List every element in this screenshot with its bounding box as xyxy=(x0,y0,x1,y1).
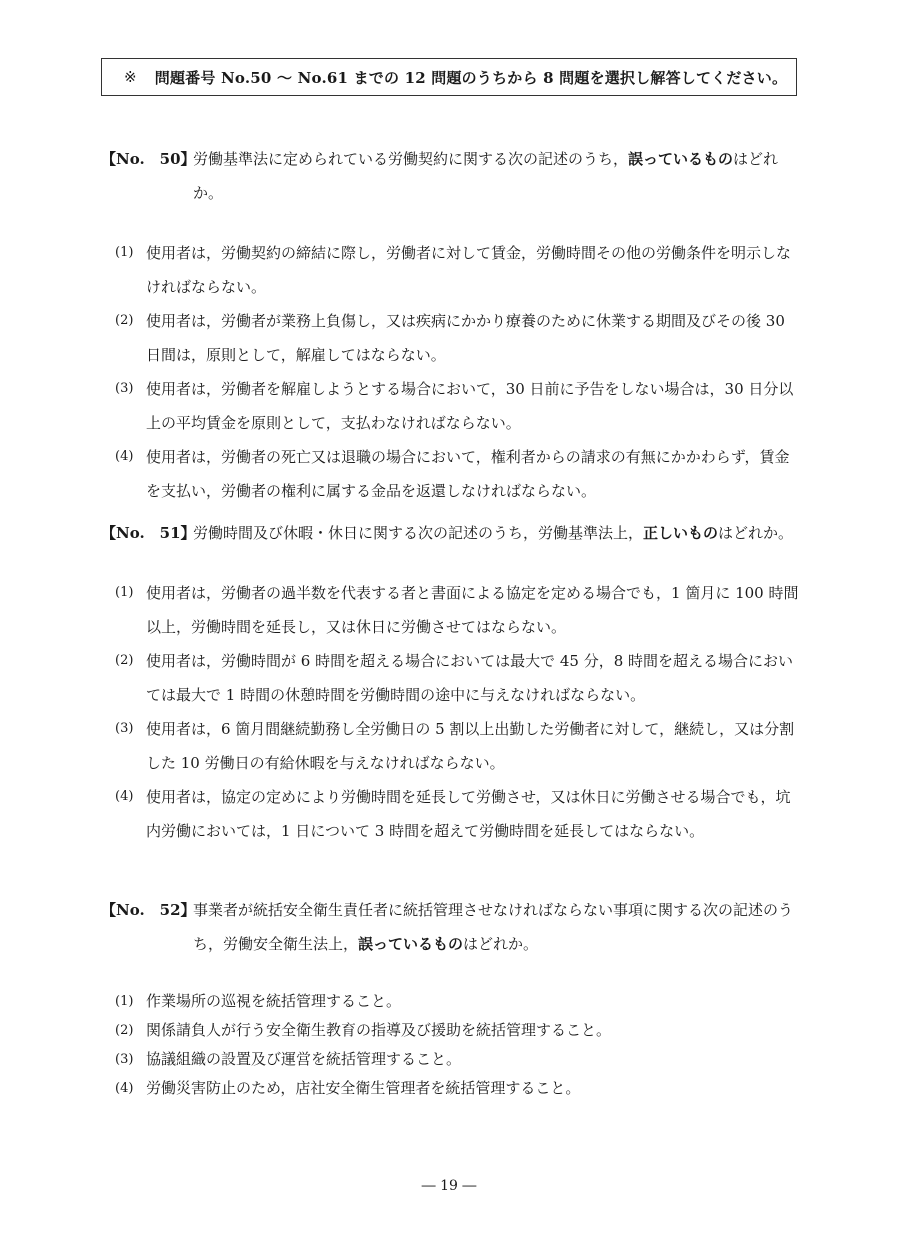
question-51 xyxy=(101,516,801,848)
option-number: (4) xyxy=(115,449,134,464)
option-text: 労働災害防止のため，店社安全衛生管理者を統括管理すること。 xyxy=(146,1079,581,1097)
question-number: 【No. 50】 xyxy=(101,150,196,168)
instruction-text: 問題番号 No.50 ～ No.61 までの 12 問題のうちから 8 問題を選択し解答してください。 xyxy=(154,68,788,87)
option-text: 使用者は，労働者の過半数を代表する者と書面による協定を定める場合でも，1 箇月に 100 時間以上，労働時間を延長し，又は休日に労働させてはならない。 xyxy=(146,584,799,636)
option-text: 使用者は，6 箇月間継続勤務し全労働日の 5 割以上出勤した労働者に対して，継続し，又は分割した 10 労働日の有給休暇を与えなければならない。 xyxy=(146,720,795,772)
option-text: 協議組織の設置及び運営を統括管理すること。 xyxy=(146,1050,462,1068)
option-4 xyxy=(101,1074,801,1103)
option-2 xyxy=(101,304,801,372)
question-50 xyxy=(101,142,801,508)
option-1 xyxy=(101,236,801,304)
question-52 xyxy=(101,893,801,1103)
option-number: (2) xyxy=(115,653,134,668)
option-number: (2) xyxy=(115,1023,134,1038)
question-number: 【No. 51】 xyxy=(101,524,196,542)
option-number: (4) xyxy=(115,1081,134,1096)
reference-mark: ※ xyxy=(124,68,137,86)
instruction-box xyxy=(101,58,797,96)
option-text: 使用者は，協定の定めにより労働時間を延長して労働させ，又は休日に労働させる場合でも，坑内労働においては，1 日について 3 時間を超えて労働時間を延長してはならない。 xyxy=(146,788,791,840)
option-text: 使用者は，労働者を解雇しようとする場合において，30 日前に予告をしない場合は，30 日分以上の平均賃金を原則として，支払わなければならない。 xyxy=(146,380,794,432)
option-number: (3) xyxy=(115,1052,134,1067)
option-3 xyxy=(101,372,801,440)
option-number: (1) xyxy=(115,585,134,600)
page-number: ― 19 ― xyxy=(421,1178,477,1194)
option-3 xyxy=(101,712,801,780)
option-number: (1) xyxy=(115,245,134,260)
emphasis: 誤っているもの xyxy=(628,150,734,168)
option-number: (3) xyxy=(115,381,134,396)
option-text: 使用者は，労働者の死亡又は退職の場合において，権利者からの請求の有無にかかわらず，賃金を支払い，労働者の権利に属する金品を返還しなければならない。 xyxy=(146,448,790,500)
emphasis: 正しいもの xyxy=(643,524,719,542)
question-stem: 労働基準法に定められている労働契約に関する次の記述のうち，誤っているものはどれか。 xyxy=(193,150,779,202)
question-number: 【No. 52】 xyxy=(101,901,196,919)
option-text: 使用者は，労働契約の締結に際し，労働者に対して賃金，労働時間その他の労働条件を明示しなければならない。 xyxy=(146,244,792,296)
option-text: 作業場所の巡視を統括管理すること。 xyxy=(146,992,402,1010)
option-2 xyxy=(101,644,801,712)
option-text: 関係請負人が行う安全衛生教育の指導及び援助を統括管理すること。 xyxy=(146,1021,612,1039)
emphasis: 誤っているもの xyxy=(358,935,464,953)
option-3 xyxy=(101,1045,801,1074)
option-text: 使用者は，労働者が業務上負傷し，又は疾病にかかり療養のために休業する期間及びその後 30 日間は，原則として，解雇してはならない。 xyxy=(146,312,785,364)
option-4 xyxy=(101,440,801,508)
option-number: (2) xyxy=(115,313,134,328)
question-stem: 事業者が統括安全衛生責任者に統括管理させなければならない事項に関する次の記述のうち，労働安全衛生法上，誤っているものはどれか。 xyxy=(193,901,794,953)
option-number: (1) xyxy=(115,994,134,1009)
option-1 xyxy=(101,987,801,1016)
option-1 xyxy=(101,576,801,644)
question-stem: 労働時間及び休暇・休日に関する次の記述のうち，労働基準法上，正しいものはどれか。 xyxy=(193,524,794,542)
option-number: (3) xyxy=(115,721,134,736)
option-number: (4) xyxy=(115,789,134,804)
option-4 xyxy=(101,780,801,848)
option-2 xyxy=(101,1016,801,1045)
option-text: 使用者は，労働時間が 6 時間を超える場合においては最大で 45 分，8 時間を超える場合においては最大で 1 時間の休憩時間を労働時間の途中に与えなければならない。 xyxy=(146,652,794,704)
